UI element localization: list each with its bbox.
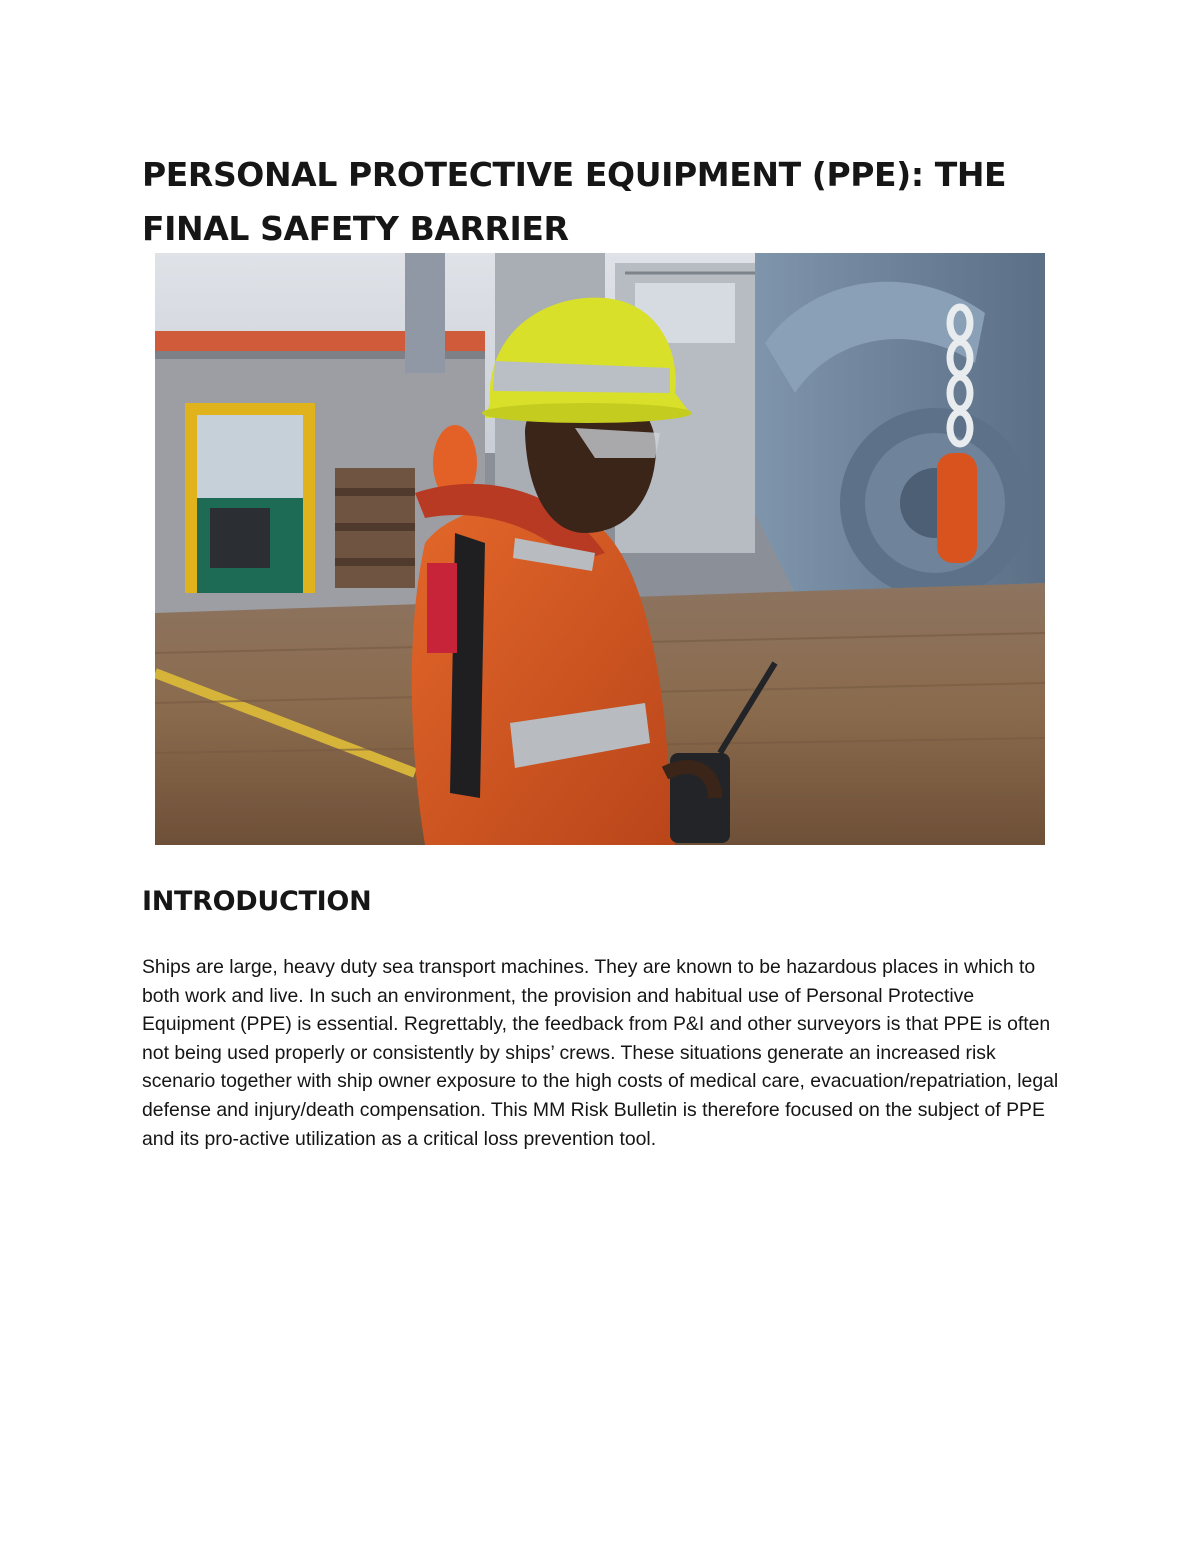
introduction-paragraph: Ships are large, heavy duty sea transport machines. They are known to be hazardous places in which to both work and live. In such an environment, the provision and habitual use of Personal Protective Equipment (PPE) is essential. Regrettably, the feedback from P&I and other surveyors is that PPE is often not being used properly or consistently by ships’ crews. These situations generate an increased risk scenario together with ship owner exposure to the high costs of medical care, evacuation/repatriation, legal defense and injury/death compensation. This MM Risk Bulletin is therefore focused on the subject of PPE and its pro-active utilization as a critical loss prevention tool.: [142, 956, 1059, 1150]
photo-illustration: [155, 253, 1045, 845]
section-heading-introduction: INTRODUCTION: [142, 886, 372, 917]
ppe-worker-photo: [155, 253, 1045, 845]
page-title: PERSONAL PROTECTIVE EQUIPMENT (PPE): THE FINAL SAFETY BARRIER: [142, 155, 1007, 248]
